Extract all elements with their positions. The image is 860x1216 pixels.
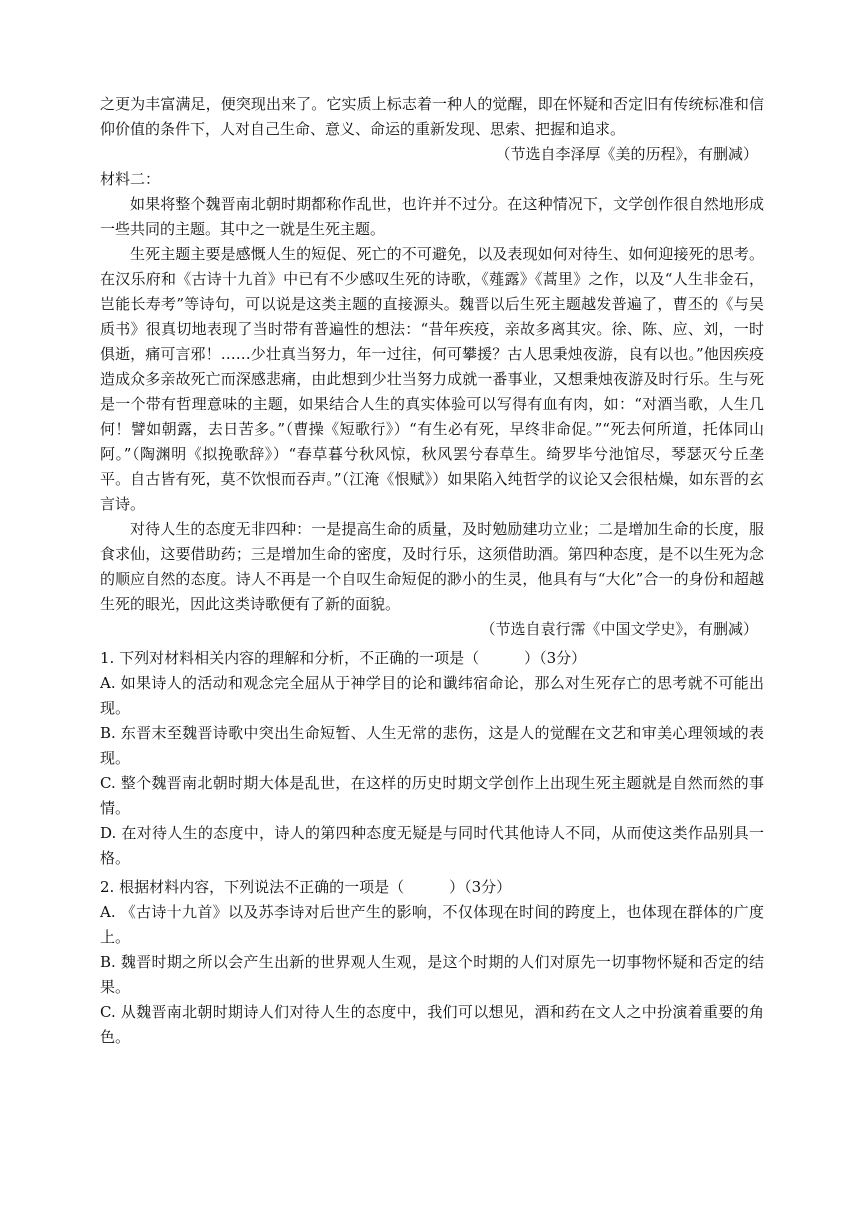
question-1-option-c: C. 整个魏晋南北朝时期大体是乱世，在这样的历史时期文学创作上出现生死主题就是自然而然的事情。 [100, 774, 764, 817]
material2-paragraph-3: 对待人生的态度无非四种：一是提高生命的质量，及时勉励建功立业；二是增加生命的长度，服食求仙，这要借助药；三是增加生命的密度，及时行乐，这须借助酒。第四种态度，是不以生死为念的顺应自然的态度。诗人不再是一个自叹生命短促的渺小的生灵，他具有与“大化”合一的身份和超越生死的眼光，因此这类诗歌便有了新的面貌。 [100, 520, 764, 613]
question-2-stem: 2. 根据材料内容，下列说法不正确的一项是（ ）（3分） [100, 878, 512, 896]
material1-tail-paragraph: 之更为丰富满足，便突现出来了。它实质上标志着一种人的觉醒，即在怀疑和否定旧有传统标准和信仰价值的条件下，人对自己生命、意义、命运的重新发现、思索、把握和追求。 [100, 95, 764, 138]
question-1-option-a: A. 如果诗人的活动和观念完全屈从于神学目的论和谶纬宿命论，那么对生死存亡的思考就不可能出现。 [100, 674, 764, 717]
material2-heading: 材料二： [100, 170, 161, 188]
question-2 [100, 875, 764, 1050]
exam-page [100, 92, 764, 1050]
question-1-option-b: B. 东晋末至魏晋诗歌中突出生命短暂、人生无常的悲伤，这是人的觉醒在文艺和审美心理领域的表现。 [100, 724, 764, 767]
material2-source: （节选自袁行霈《中国文学史》，有删减） [480, 620, 758, 638]
material2-paragraph-1: 如果将整个魏晋南北朝时期都称作乱世，也许并不过分。在这种情况下，文学创作很自然地形成一些共同的主题。其中之一就是生死主题。 [100, 195, 764, 238]
question-1-option-d: D. 在对待人生的态度中，诗人的第四种态度无疑是与同时代其他诗人不同，从而使这类作品别具一格。 [100, 824, 764, 867]
question-2-option-b: B. 魏晋时期之所以会产生出新的世界观人生观，是这个时期的人们对原先一切事物怀疑和否定的结果。 [100, 953, 764, 996]
question-2-option-a: A. 《古诗十九首》以及苏李诗对后世产生的影响，不仅体现在时间的跨度上，也体现在群体的广度上。 [100, 903, 764, 946]
material1-source: （节选自李泽厚《美的历程》，有删减） [495, 145, 758, 163]
material2-paragraph-2: 生死主题主要是感慨人生的短促、死亡的不可避免，以及表现如何对待生、如何迎接死的思考。在汉乐府和《古诗十九首》中已有不少感叹生死的诗歌，《薤露》《蒿里》之作，以及“人生非金石，岂能长寿考”等诗句，可以说是这类主题的直接源头。魏晋以后生死主题越发普遍了，曹丕的《与吴质书》很真切地表现了当时带有普遍性的想法：“昔年疾疫，亲故多离其灾。徐、陈、应、刘，一时俱逝，痛可言邪！……少壮真当努力，年一过往，何可攀援？古人思秉烛夜游，良有以也。”他因疾疫造成众多亲故死亡而深感悲痛，由此想到少壮当努力成就一番事业，又想秉烛夜游及时行乐。生与死是一个带有哲理意味的主题，如果结合人生的真实体验可以写得有血有肉，如：“对酒当歌，人生几何！譬如朝露，去日苦多。”（曹操《短歌行》）“有生必有死，早终非命促。”“死去何所道，托体同山阿。”（陶渊明《拟挽歌辞》）“春草暮兮秋风惊，秋风罢兮春草生。绮罗毕兮池馆尽，琴瑟灭兮丘垄平。自古皆有死，莫不饮恨而吞声。”（江淹《恨赋》）如果陷入纯哲学的议论又会很枯燥，如东晋的玄言诗。 [100, 245, 764, 513]
question-2-option-c: C. 从魏晋南北朝时期诗人们对待人生的态度中，我们可以想见，酒和药在文人之中扮演着重要的角色。 [100, 1003, 764, 1046]
question-1 [100, 646, 764, 871]
question-1-stem: 1. 下列对材料相关内容的理解和分析，不正确的一项是（ ）（3分） [100, 649, 587, 667]
